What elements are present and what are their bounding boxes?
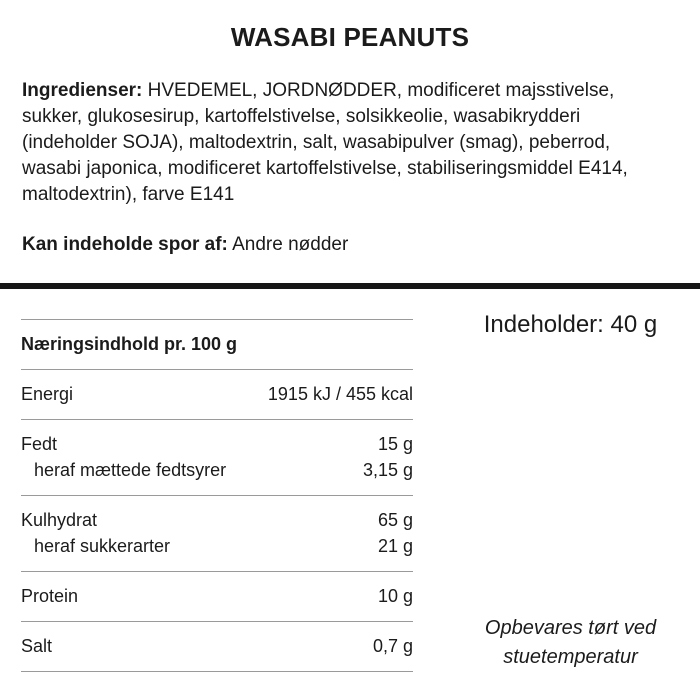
nutrition-row-protein	[21, 583, 413, 609]
nutrition-row-fat	[21, 431, 413, 457]
traces-text: Andre nødder	[232, 234, 349, 255]
nutrition-row-saturated-fat	[21, 457, 413, 483]
nutrition-group-fat	[21, 420, 413, 496]
nutrition-row-sugars	[21, 533, 413, 559]
nutrition-group-protein	[21, 572, 413, 622]
nutrition-table-title: Næringsindhold pr. 100 g	[21, 334, 238, 354]
nutrition-row-salt	[21, 633, 413, 659]
product-title: WASABI PEANUTS	[230, 22, 470, 52]
nutrition-value: 15 g	[377, 434, 413, 454]
nutrition-group-salt	[21, 622, 413, 672]
section-divider-bar	[0, 283, 700, 289]
nutrition-group-energy	[21, 370, 413, 420]
nutrition-value: 10 g	[377, 586, 413, 606]
ingredients-text: HVEDEMEL, JORDNØDDER, modificeret majsstivelse, sukker, glukosesirup, kartoffelstivelse, solsikkeolie, wasabikrydderi (indeholder SOJA), maltodextrin, salt, wasabipulver (smag), peberrod, wasabi japonica, modificeret kartoffelstivelse, stabiliseringsmiddel E414, maltodextrin), farve E141	[22, 80, 628, 205]
label-lower-section	[0, 311, 700, 672]
nutrition-row-energy	[21, 381, 413, 407]
nutrition-value: 65 g	[377, 510, 413, 530]
nutrition-label: heraf sukkerarter	[34, 536, 171, 556]
nutrition-table	[21, 319, 413, 672]
nutrition-row-carbohydrate	[21, 507, 413, 533]
ingredients-paragraph	[0, 78, 700, 208]
nutrition-value: 21 g	[377, 536, 413, 556]
nutrition-value: 3,15 g	[362, 460, 413, 480]
nutrition-label: Kulhydrat	[21, 510, 98, 530]
label-right-column	[413, 311, 700, 672]
nutrition-value: 1915 kJ / 455 kcal	[267, 384, 413, 404]
nutrition-label: heraf mættede fedtsyrer	[34, 460, 227, 480]
nutrition-table-header	[21, 320, 413, 370]
nutrition-group-carbohydrate	[21, 496, 413, 572]
nutrition-label: Energi	[21, 384, 74, 404]
nutrition-label: Fedt	[21, 434, 58, 454]
nutrition-label: Protein	[21, 586, 79, 606]
nutrition-value: 0,7 g	[372, 636, 413, 656]
traces-label: Kan indeholde spor af:	[22, 234, 228, 255]
traces-paragraph	[0, 232, 700, 258]
nutrition-label: Salt	[21, 636, 53, 656]
ingredients-label: Ingredienser:	[22, 80, 143, 101]
storage-note: Opbevares tørt ved stuetemperatur	[484, 617, 657, 668]
net-weight-label: Indeholder: 40 g	[483, 311, 658, 338]
